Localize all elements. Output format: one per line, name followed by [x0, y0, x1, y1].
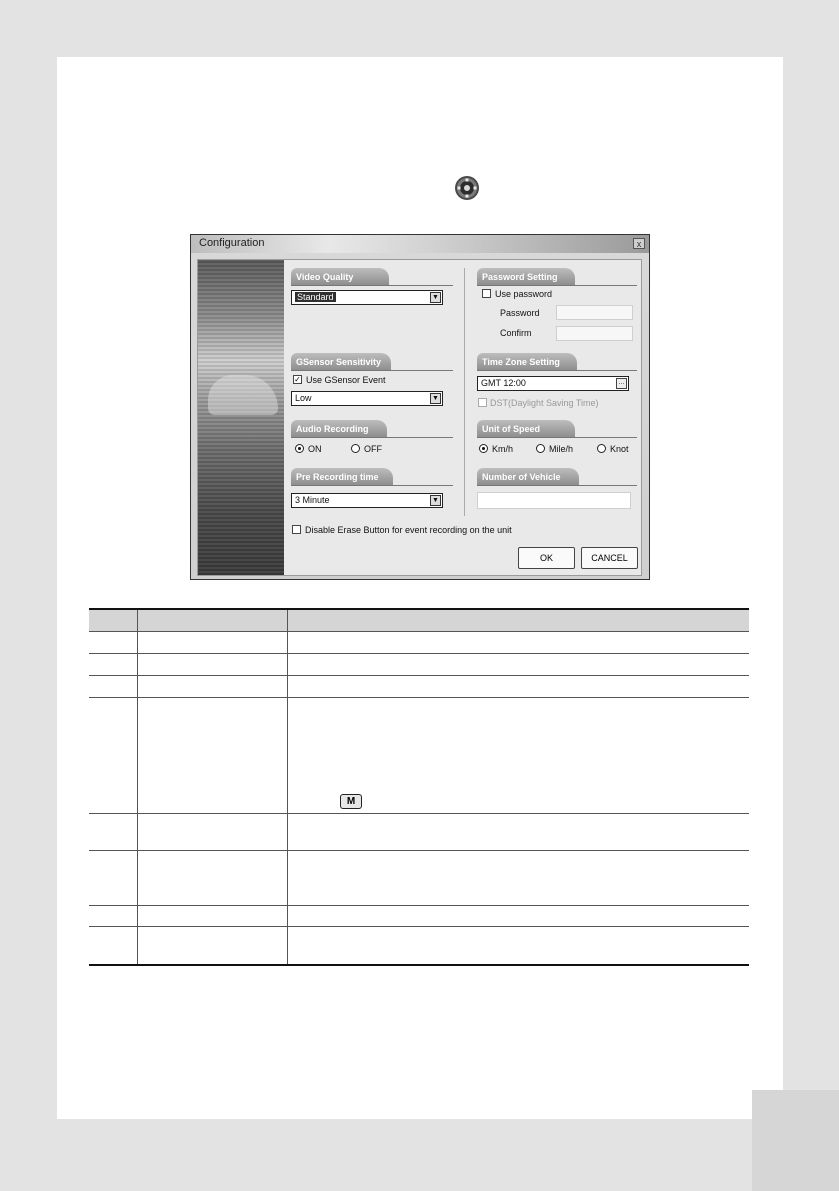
video-quality-value: Standard [297, 292, 334, 302]
car-illustration [208, 375, 278, 415]
table-row-divider [89, 850, 749, 851]
table-column-divider [287, 610, 288, 964]
table-column-divider [137, 610, 138, 964]
vehicle-heading: Number of Vehicle [477, 468, 579, 485]
dst-checkbox[interactable] [478, 398, 487, 407]
speed-mileh-radio[interactable] [536, 444, 545, 453]
table-row-divider [89, 813, 749, 814]
video-quality-select[interactable] [291, 290, 443, 305]
time-zone-divider [477, 370, 637, 371]
vehicle-number-field[interactable] [477, 492, 631, 509]
speed-mileh-label: Mile/h [549, 444, 574, 454]
table-row-divider [89, 697, 749, 698]
table-row-divider [89, 631, 749, 632]
speed-knot-radio[interactable] [597, 444, 606, 453]
password-divider [477, 285, 637, 286]
table-row-divider [89, 675, 749, 676]
gsensor-divider [291, 370, 453, 371]
audio-heading: Audio Recording [291, 420, 387, 437]
audio-on-label: ON [308, 444, 322, 454]
gsensor-checkbox[interactable]: ✓ [294, 375, 301, 384]
disable-erase-checkbox[interactable] [292, 525, 301, 534]
dst-label: DST(Daylight Saving Time) [490, 398, 599, 408]
settings-table [89, 608, 749, 966]
time-zone-heading: Time Zone Setting [477, 353, 577, 370]
page-tab [752, 1090, 839, 1191]
speed-kmh-label: Km/h [492, 444, 514, 454]
gsensor-heading: GSensor Sensitivity [291, 353, 391, 370]
chevron-down-icon[interactable]: ▼ [430, 393, 441, 404]
unit-of-speed-heading: Unit of Speed [477, 420, 575, 437]
gear-icon [454, 175, 480, 201]
password-field[interactable] [556, 305, 633, 320]
ok-button[interactable]: OK [518, 547, 575, 569]
window-title: Configuration [199, 237, 265, 249]
gsensor-checkbox-label: Use GSensor Event [306, 375, 386, 385]
side-banner-image [198, 260, 284, 575]
chevron-down-icon[interactable]: ▼ [430, 292, 441, 303]
speed-knot-label: Knot [610, 444, 629, 454]
audio-off-label: OFF [364, 444, 382, 454]
disable-erase-label: Disable Erase Button for event recording on the unit [305, 525, 512, 535]
password-label: Password [500, 308, 540, 318]
window-titlebar[interactable] [191, 235, 649, 253]
unit-of-speed-divider [477, 437, 637, 438]
more-options-button[interactable]: ... [616, 378, 627, 389]
audio-off-radio[interactable] [351, 444, 360, 453]
cancel-button[interactable]: CANCEL [581, 547, 638, 569]
confirm-label: Confirm [500, 328, 532, 338]
confirm-field[interactable] [556, 326, 633, 341]
table-row-divider [89, 653, 749, 654]
pre-recording-heading: Pre Recording time [291, 468, 393, 485]
window-client-area [197, 259, 642, 576]
close-icon[interactable]: x [633, 238, 645, 249]
table-header [89, 610, 749, 631]
video-quality-divider [291, 285, 453, 286]
password-heading: Password Setting [477, 268, 575, 285]
gsensor-select[interactable] [291, 391, 443, 406]
video-quality-heading: Video Quality [291, 268, 389, 285]
vehicle-divider [477, 485, 637, 486]
chevron-down-icon[interactable]: ▼ [430, 495, 441, 506]
gsensor-value: Low [295, 393, 312, 403]
use-password-checkbox[interactable] [482, 289, 491, 298]
configuration-window [190, 234, 650, 580]
speed-kmh-radio[interactable] [479, 444, 488, 453]
table-row-divider [89, 926, 749, 927]
pre-recording-value: 3 Minute [295, 495, 330, 505]
column-separator [464, 268, 465, 516]
audio-on-radio[interactable] [295, 444, 304, 453]
pre-recording-select[interactable] [291, 493, 443, 508]
audio-divider [291, 437, 453, 438]
pre-recording-divider [291, 485, 453, 486]
table-row-divider [89, 905, 749, 906]
time-zone-value: GMT 12:00 [481, 378, 526, 388]
m-key-icon: M [340, 794, 362, 809]
use-password-label: Use password [495, 289, 553, 299]
time-zone-select[interactable] [477, 376, 629, 391]
